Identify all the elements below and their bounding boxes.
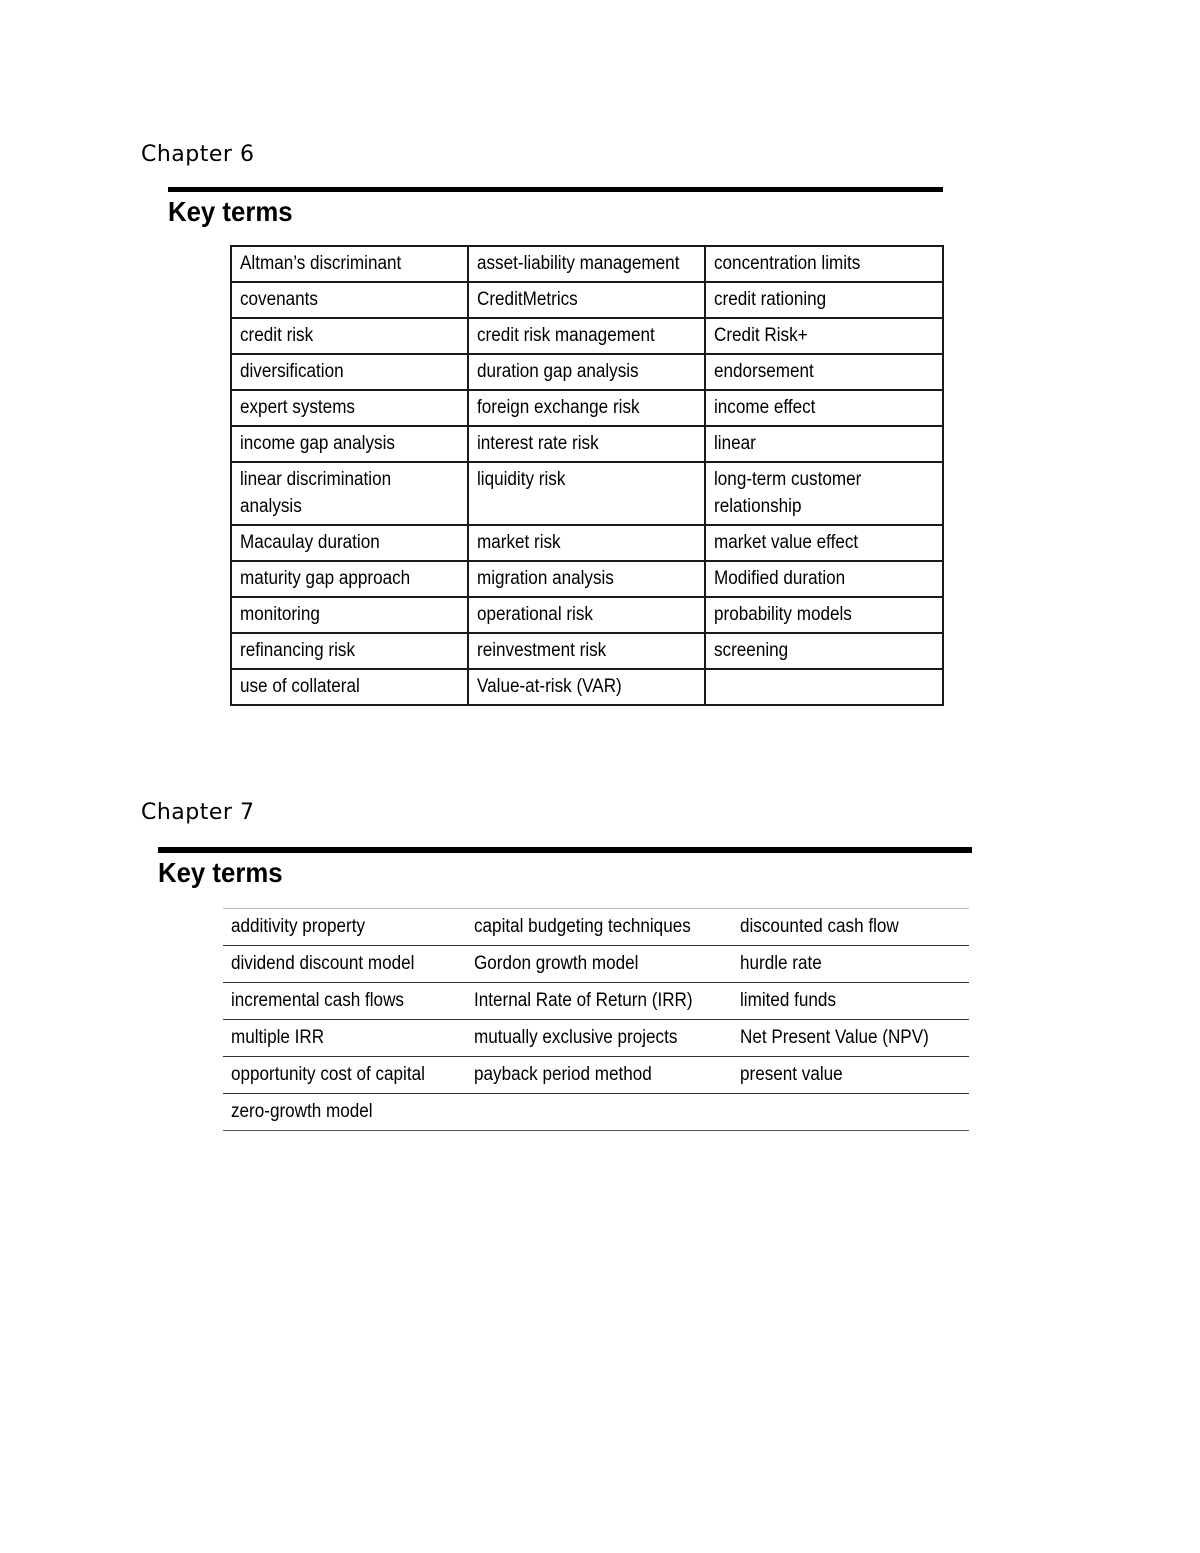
table-cell: Altman’s discriminant: [231, 246, 468, 282]
table-cell: Net Present Value (NPV): [732, 1020, 969, 1057]
table-cell: Credit Risk+: [705, 318, 943, 354]
table-cell: Value-at-risk (VAR): [468, 669, 705, 705]
table-row: [231, 354, 943, 390]
table-row: [223, 909, 969, 946]
table-cell: linear discrimination analysis: [231, 462, 468, 525]
table-cell: asset-liability management: [468, 246, 705, 282]
table-row: [223, 1094, 969, 1131]
table-cell: [705, 669, 943, 705]
table-cell: limited funds: [732, 983, 969, 1020]
table-cell: migration analysis: [468, 561, 705, 597]
table-cell: incremental cash flows: [223, 983, 466, 1020]
table-row: [231, 282, 943, 318]
chapter-7-key-terms-title: Key terms: [158, 857, 283, 888]
chapter-7-rule: [158, 847, 972, 853]
table-cell: market risk: [468, 525, 705, 561]
table-cell: payback period method: [466, 1057, 732, 1094]
table-cell: multiple IRR: [223, 1020, 466, 1057]
table-cell: screening: [705, 633, 943, 669]
table-cell: additivity property: [223, 909, 466, 946]
table-cell: zero-growth model: [223, 1094, 466, 1131]
table-cell: dividend discount model: [223, 946, 466, 983]
table-row: [223, 946, 969, 983]
table-cell: refinancing risk: [231, 633, 468, 669]
table-cell: capital budgeting techniques: [466, 909, 732, 946]
table-cell: Internal Rate of Return (IRR): [466, 983, 732, 1020]
table-row: [223, 1020, 969, 1057]
table-cell: endorsement: [705, 354, 943, 390]
table-cell: income effect: [705, 390, 943, 426]
table-cell: hurdle rate: [732, 946, 969, 983]
table-cell: reinvestment risk: [468, 633, 705, 669]
chapter-6-heading: Chapter 6: [141, 142, 255, 167]
table-row: [231, 597, 943, 633]
table-cell: foreign exchange risk: [468, 390, 705, 426]
table-cell: discounted cash flow: [732, 909, 969, 946]
table-row: [231, 390, 943, 426]
table-cell: credit rationing: [705, 282, 943, 318]
table-cell: Macaulay duration: [231, 525, 468, 561]
table-cell: probability models: [705, 597, 943, 633]
chapter-6-rule: [168, 187, 943, 192]
table-row: [231, 525, 943, 561]
table-cell: income gap analysis: [231, 426, 468, 462]
table-row: [231, 462, 943, 525]
table-row: [231, 318, 943, 354]
table-cell: use of collateral: [231, 669, 468, 705]
table-cell: covenants: [231, 282, 468, 318]
table-cell: CreditMetrics: [468, 282, 705, 318]
chapter-6-key-terms-title: Key terms: [168, 196, 293, 227]
chapter-6-key-terms-table: [230, 245, 944, 706]
table-cell: diversification: [231, 354, 468, 390]
table-cell: present value: [732, 1057, 969, 1094]
table-cell: opportunity cost of capital: [223, 1057, 466, 1094]
table-cell: [466, 1094, 732, 1131]
table-row: [231, 633, 943, 669]
table-cell: market value effect: [705, 525, 943, 561]
table-cell: duration gap analysis: [468, 354, 705, 390]
table-row: [231, 561, 943, 597]
table-cell: Modified duration: [705, 561, 943, 597]
table-cell: monitoring: [231, 597, 468, 633]
table-row: [231, 246, 943, 282]
table-cell: credit risk management: [468, 318, 705, 354]
table-cell: long-term customer relationship: [705, 462, 943, 525]
table-cell: liquidity risk: [468, 462, 705, 525]
chapter-7-heading: Chapter 7: [141, 800, 255, 825]
table-cell: maturity gap approach: [231, 561, 468, 597]
table-cell: [732, 1094, 969, 1131]
table-cell: concentration limits: [705, 246, 943, 282]
table-cell: Gordon growth model: [466, 946, 732, 983]
table-cell: expert systems: [231, 390, 468, 426]
table-row: [223, 983, 969, 1020]
table-row: [231, 426, 943, 462]
table-cell: operational risk: [468, 597, 705, 633]
chapter-7-key-terms-table: [223, 908, 969, 1131]
table-cell: linear: [705, 426, 943, 462]
table-cell: interest rate risk: [468, 426, 705, 462]
table-row: [223, 1057, 969, 1094]
table-row: [231, 669, 943, 705]
table-cell: credit risk: [231, 318, 468, 354]
table-cell: mutually exclusive projects: [466, 1020, 732, 1057]
